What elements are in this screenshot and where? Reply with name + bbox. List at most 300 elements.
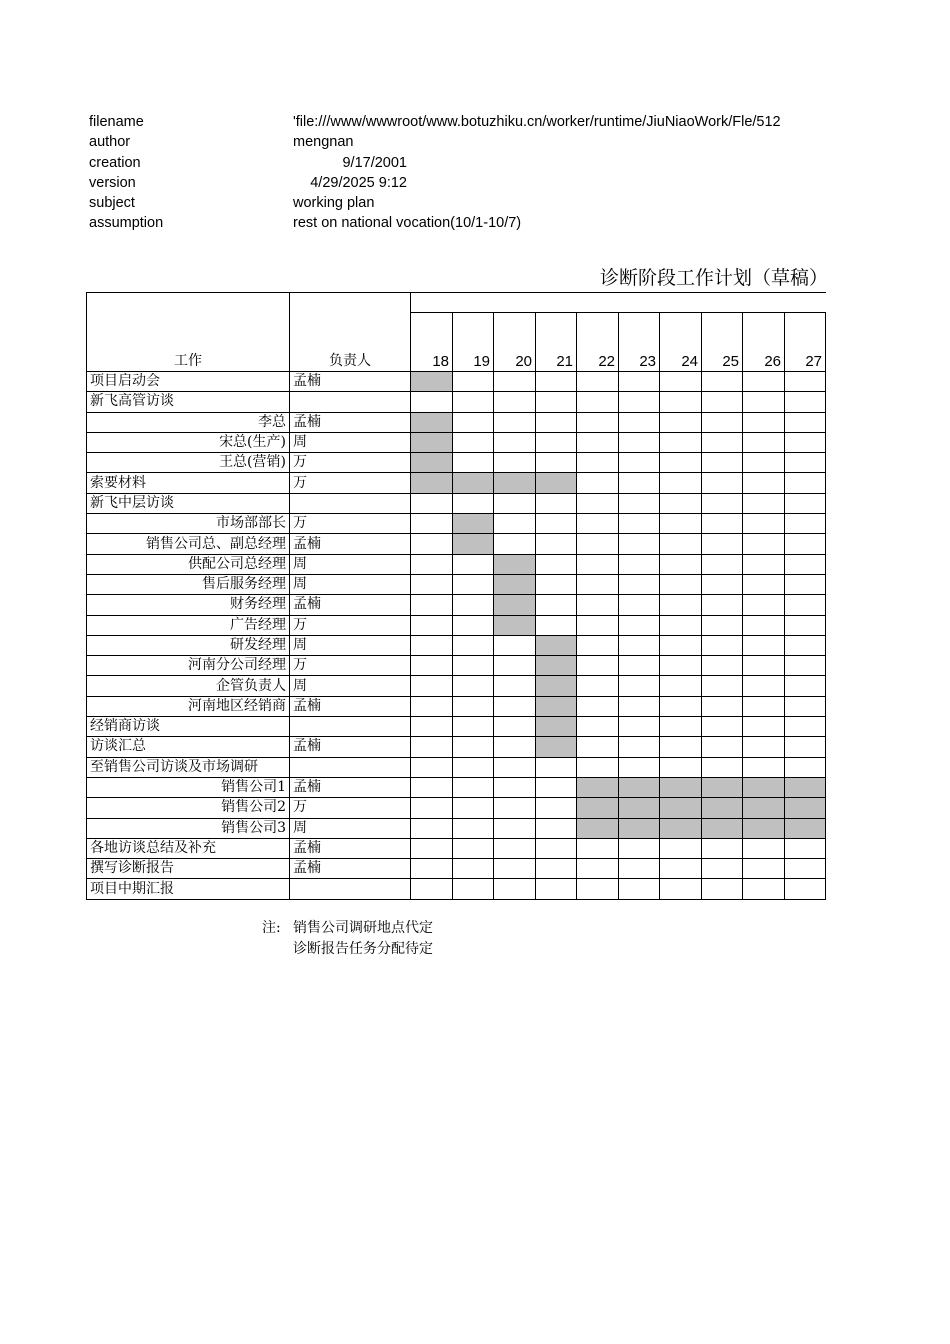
schedule-cell bbox=[785, 757, 826, 777]
schedule-cell bbox=[660, 676, 702, 696]
schedule-cell bbox=[411, 514, 453, 534]
schedule-cell bbox=[453, 554, 494, 574]
schedule-cell bbox=[702, 676, 743, 696]
table-row bbox=[87, 777, 826, 797]
schedule-cell bbox=[411, 635, 453, 655]
schedule-cell bbox=[453, 453, 494, 473]
schedule-cell bbox=[577, 656, 619, 676]
schedule-cell bbox=[743, 372, 785, 392]
schedule-cell-filled bbox=[577, 798, 619, 818]
schedule-cell bbox=[660, 615, 702, 635]
task-cell: 至销售公司访谈及市场调研 bbox=[87, 757, 290, 777]
schedule-cell bbox=[785, 372, 826, 392]
schedule-cell bbox=[660, 879, 702, 899]
table-row bbox=[87, 554, 826, 574]
schedule-cell bbox=[453, 615, 494, 635]
schedule-cell bbox=[494, 737, 536, 757]
owner-cell: 孟楠 bbox=[290, 412, 411, 432]
schedule-cell bbox=[743, 554, 785, 574]
schedule-cell bbox=[702, 574, 743, 594]
schedule-cell bbox=[785, 514, 826, 534]
schedule-cell bbox=[453, 574, 494, 594]
schedule-cell bbox=[743, 595, 785, 615]
table-row bbox=[87, 514, 826, 534]
schedule-cell bbox=[702, 453, 743, 473]
owner-cell: 周 bbox=[290, 432, 411, 452]
owner-cell: 孟楠 bbox=[290, 696, 411, 716]
schedule-cell bbox=[785, 453, 826, 473]
schedule-cell bbox=[411, 493, 453, 513]
schedule-cell-filled bbox=[660, 818, 702, 838]
owner-cell: 周 bbox=[290, 574, 411, 594]
schedule-cell-filled bbox=[536, 656, 577, 676]
table-row bbox=[87, 656, 826, 676]
schedule-cell bbox=[577, 554, 619, 574]
schedule-cell bbox=[494, 656, 536, 676]
schedule-cell bbox=[660, 372, 702, 392]
schedule-cell bbox=[619, 737, 660, 757]
schedule-cell bbox=[743, 493, 785, 513]
meta-row bbox=[89, 193, 829, 213]
schedule-cell bbox=[660, 574, 702, 594]
schedule-cell bbox=[453, 372, 494, 392]
schedule-cell bbox=[536, 534, 577, 554]
schedule-cell bbox=[785, 615, 826, 635]
schedule-cell bbox=[702, 514, 743, 534]
schedule-cell bbox=[743, 656, 785, 676]
days-header-spacer bbox=[411, 293, 826, 313]
schedule-cell bbox=[411, 615, 453, 635]
schedule-cell bbox=[577, 412, 619, 432]
day-header: 27 bbox=[785, 313, 826, 372]
schedule-cell bbox=[494, 717, 536, 737]
schedule-cell bbox=[660, 534, 702, 554]
schedule-cell-filled bbox=[702, 777, 743, 797]
page-title: 诊断阶段工作计划（草稿） bbox=[599, 267, 828, 289]
task-cell: 售后服务经理 bbox=[87, 574, 290, 594]
schedule-cell bbox=[619, 534, 660, 554]
task-cell: 销售公司2 bbox=[87, 798, 290, 818]
schedule-cell bbox=[743, 514, 785, 534]
schedule-cell bbox=[494, 676, 536, 696]
schedule-cell-filled bbox=[660, 798, 702, 818]
schedule-cell bbox=[743, 838, 785, 858]
schedule-cell bbox=[743, 717, 785, 737]
schedule-cell bbox=[619, 473, 660, 493]
meta-row bbox=[89, 173, 829, 193]
schedule-cell-filled bbox=[577, 777, 619, 797]
schedule-cell bbox=[743, 453, 785, 473]
schedule-cell-filled bbox=[411, 372, 453, 392]
schedule-cell-filled bbox=[536, 635, 577, 655]
task-cell: 李总 bbox=[87, 412, 290, 432]
meta-value: rest on national vocation(10/1-10/7) bbox=[293, 215, 522, 232]
work-plan-table bbox=[86, 292, 826, 900]
schedule-cell bbox=[453, 798, 494, 818]
owner-cell bbox=[290, 757, 411, 777]
task-cell: 项目启动会 bbox=[87, 372, 290, 392]
schedule-cell bbox=[619, 595, 660, 615]
meta-value: 'file:///www/wwwroot/www.botuzhiku.cn/worker/runtime/JiuNiaoWork/Fle/512 bbox=[293, 114, 781, 130]
schedule-cell bbox=[494, 392, 536, 412]
table-row bbox=[87, 493, 826, 513]
meta-row bbox=[89, 213, 829, 233]
schedule-cell bbox=[536, 859, 577, 879]
schedule-cell bbox=[660, 453, 702, 473]
schedule-cell-filled bbox=[536, 696, 577, 716]
schedule-cell-filled bbox=[743, 798, 785, 818]
schedule-cell bbox=[702, 635, 743, 655]
task-cell: 项目中期汇报 bbox=[87, 879, 290, 899]
schedule-cell-filled bbox=[619, 818, 660, 838]
schedule-cell bbox=[494, 818, 536, 838]
schedule-cell bbox=[785, 737, 826, 757]
schedule-cell bbox=[494, 432, 536, 452]
schedule-cell bbox=[411, 392, 453, 412]
table-row bbox=[87, 534, 826, 554]
schedule-cell-filled bbox=[453, 534, 494, 554]
schedule-cell bbox=[536, 838, 577, 858]
schedule-cell bbox=[660, 595, 702, 615]
schedule-cell bbox=[453, 412, 494, 432]
schedule-cell bbox=[536, 595, 577, 615]
schedule-cell bbox=[536, 879, 577, 899]
schedule-cell bbox=[702, 859, 743, 879]
schedule-cell bbox=[660, 432, 702, 452]
day-header: 20 bbox=[494, 313, 536, 372]
schedule-cell bbox=[453, 493, 494, 513]
schedule-cell bbox=[453, 838, 494, 858]
task-cell: 宋总(生产) bbox=[87, 432, 290, 452]
meta-row bbox=[89, 132, 829, 152]
day-header: 25 bbox=[702, 313, 743, 372]
task-cell: 销售公司1 bbox=[87, 777, 290, 797]
table-row bbox=[87, 574, 826, 594]
schedule-cell bbox=[743, 473, 785, 493]
schedule-cell-filled bbox=[785, 798, 826, 818]
task-cell: 河南分公司经理 bbox=[87, 656, 290, 676]
schedule-cell bbox=[453, 392, 494, 412]
table-row bbox=[87, 412, 826, 432]
schedule-cell bbox=[411, 798, 453, 818]
schedule-cell bbox=[577, 493, 619, 513]
task-cell: 新飞高管访谈 bbox=[87, 392, 290, 412]
schedule-cell bbox=[536, 392, 577, 412]
schedule-cell-filled bbox=[453, 514, 494, 534]
schedule-cell bbox=[619, 372, 660, 392]
day-header: 19 bbox=[453, 313, 494, 372]
schedule-cell bbox=[453, 432, 494, 452]
schedule-cell-filled bbox=[743, 777, 785, 797]
schedule-cell bbox=[702, 493, 743, 513]
schedule-cell-filled bbox=[702, 818, 743, 838]
schedule-cell bbox=[785, 574, 826, 594]
schedule-cell bbox=[411, 696, 453, 716]
table-row bbox=[87, 453, 826, 473]
schedule-cell bbox=[411, 595, 453, 615]
schedule-cell bbox=[453, 635, 494, 655]
table-row bbox=[87, 696, 826, 716]
schedule-cell bbox=[577, 737, 619, 757]
owner-cell bbox=[290, 493, 411, 513]
schedule-cell bbox=[453, 676, 494, 696]
owner-column-header: 负责人 bbox=[290, 293, 411, 372]
schedule-cell bbox=[619, 554, 660, 574]
schedule-cell bbox=[702, 432, 743, 452]
schedule-cell bbox=[577, 514, 619, 534]
schedule-cell bbox=[785, 554, 826, 574]
day-header: 21 bbox=[536, 313, 577, 372]
schedule-cell bbox=[411, 574, 453, 594]
owner-cell: 周 bbox=[290, 676, 411, 696]
schedule-cell bbox=[702, 595, 743, 615]
meta-key: assumption bbox=[89, 215, 164, 232]
schedule-cell bbox=[411, 838, 453, 858]
schedule-cell bbox=[536, 514, 577, 534]
table-row bbox=[87, 859, 826, 879]
schedule-cell bbox=[743, 879, 785, 899]
schedule-cell bbox=[702, 696, 743, 716]
schedule-cell bbox=[494, 412, 536, 432]
schedule-cell bbox=[536, 412, 577, 432]
schedule-cell bbox=[702, 737, 743, 757]
day-header: 23 bbox=[619, 313, 660, 372]
schedule-cell-filled bbox=[536, 737, 577, 757]
schedule-cell bbox=[577, 372, 619, 392]
task-cell: 撰写诊断报告 bbox=[87, 859, 290, 879]
schedule-cell bbox=[660, 757, 702, 777]
schedule-cell bbox=[577, 879, 619, 899]
schedule-cell bbox=[577, 676, 619, 696]
meta-key: creation bbox=[89, 154, 141, 171]
schedule-cell-filled bbox=[494, 554, 536, 574]
task-cell: 研发经理 bbox=[87, 635, 290, 655]
meta-value: 4/29/2025 9:12 bbox=[310, 174, 407, 191]
schedule-cell bbox=[702, 534, 743, 554]
schedule-cell-filled bbox=[743, 818, 785, 838]
schedule-cell bbox=[785, 859, 826, 879]
schedule-cell bbox=[453, 737, 494, 757]
table-row bbox=[87, 879, 826, 899]
schedule-cell bbox=[494, 534, 536, 554]
schedule-cell bbox=[494, 879, 536, 899]
meta-value: working plan bbox=[293, 195, 375, 212]
schedule-cell bbox=[619, 696, 660, 716]
schedule-cell-filled bbox=[411, 412, 453, 432]
schedule-cell bbox=[702, 615, 743, 635]
owner-cell: 孟楠 bbox=[290, 372, 411, 392]
day-header: 18 bbox=[411, 313, 453, 372]
schedule-cell bbox=[785, 534, 826, 554]
schedule-cell bbox=[536, 574, 577, 594]
schedule-cell-filled bbox=[619, 798, 660, 818]
schedule-cell bbox=[702, 392, 743, 412]
schedule-cell bbox=[411, 879, 453, 899]
schedule-cell bbox=[494, 453, 536, 473]
schedule-cell bbox=[494, 372, 536, 392]
task-cell: 新飞中层访谈 bbox=[87, 493, 290, 513]
schedule-cell bbox=[702, 372, 743, 392]
schedule-cell bbox=[536, 493, 577, 513]
schedule-cell bbox=[785, 432, 826, 452]
schedule-cell bbox=[743, 534, 785, 554]
owner-cell bbox=[290, 717, 411, 737]
schedule-cell bbox=[743, 757, 785, 777]
table-row bbox=[87, 392, 826, 412]
schedule-cell-filled bbox=[453, 473, 494, 493]
schedule-cell bbox=[494, 777, 536, 797]
table-row bbox=[87, 798, 826, 818]
schedule-cell bbox=[411, 534, 453, 554]
schedule-cell bbox=[619, 838, 660, 858]
schedule-cell bbox=[411, 656, 453, 676]
schedule-cell-filled bbox=[536, 473, 577, 493]
schedule-cell bbox=[411, 554, 453, 574]
task-column-header: 工作 bbox=[87, 293, 290, 372]
schedule-cell bbox=[660, 473, 702, 493]
table-row bbox=[87, 473, 826, 493]
meta-key: author bbox=[89, 134, 131, 151]
schedule-cell bbox=[660, 493, 702, 513]
schedule-cell bbox=[702, 412, 743, 432]
schedule-cell bbox=[743, 412, 785, 432]
schedule-cell bbox=[660, 412, 702, 432]
schedule-cell bbox=[577, 859, 619, 879]
task-cell: 索要材料 bbox=[87, 473, 290, 493]
day-header: 26 bbox=[743, 313, 785, 372]
schedule-cell bbox=[619, 514, 660, 534]
owner-cell: 孟楠 bbox=[290, 595, 411, 615]
schedule-cell bbox=[536, 818, 577, 838]
table-row bbox=[87, 595, 826, 615]
schedule-cell bbox=[785, 392, 826, 412]
table-row bbox=[87, 432, 826, 452]
schedule-cell bbox=[660, 838, 702, 858]
table-row bbox=[87, 635, 826, 655]
schedule-cell bbox=[702, 554, 743, 574]
meta-key: version bbox=[89, 174, 136, 191]
schedule-cell-filled bbox=[494, 615, 536, 635]
schedule-cell bbox=[619, 615, 660, 635]
schedule-cell bbox=[619, 412, 660, 432]
table-row bbox=[87, 818, 826, 838]
schedule-cell bbox=[743, 574, 785, 594]
schedule-cell bbox=[785, 696, 826, 716]
schedule-cell bbox=[785, 635, 826, 655]
owner-cell: 孟楠 bbox=[290, 838, 411, 858]
schedule-cell bbox=[577, 534, 619, 554]
schedule-cell bbox=[702, 473, 743, 493]
task-cell: 经销商访谈 bbox=[87, 717, 290, 737]
schedule-cell bbox=[536, 554, 577, 574]
schedule-cell bbox=[577, 635, 619, 655]
schedule-cell-filled bbox=[411, 453, 453, 473]
schedule-cell bbox=[494, 493, 536, 513]
schedule-cell bbox=[577, 615, 619, 635]
schedule-cell bbox=[453, 859, 494, 879]
schedule-cell bbox=[619, 574, 660, 594]
schedule-cell bbox=[536, 757, 577, 777]
schedule-cell bbox=[660, 635, 702, 655]
schedule-cell-filled bbox=[411, 432, 453, 452]
notes-label: 注: bbox=[262, 920, 281, 936]
owner-cell: 周 bbox=[290, 554, 411, 574]
schedule-cell bbox=[536, 432, 577, 452]
schedule-cell bbox=[619, 757, 660, 777]
schedule-cell bbox=[411, 676, 453, 696]
schedule-cell bbox=[660, 717, 702, 737]
schedule-cell bbox=[619, 392, 660, 412]
schedule-cell bbox=[453, 595, 494, 615]
task-cell: 访谈汇总 bbox=[87, 737, 290, 757]
schedule-cell-filled bbox=[494, 473, 536, 493]
day-header: 22 bbox=[577, 313, 619, 372]
schedule-cell bbox=[660, 656, 702, 676]
schedule-cell bbox=[494, 635, 536, 655]
schedule-cell bbox=[702, 717, 743, 737]
schedule-cell bbox=[660, 514, 702, 534]
schedule-cell bbox=[702, 838, 743, 858]
table-row bbox=[87, 717, 826, 737]
schedule-cell bbox=[453, 777, 494, 797]
meta-key: subject bbox=[89, 195, 135, 212]
schedule-cell bbox=[494, 757, 536, 777]
task-cell: 供配公司总经理 bbox=[87, 554, 290, 574]
schedule-cell bbox=[411, 717, 453, 737]
header-spacer-row bbox=[87, 293, 826, 313]
table-row bbox=[87, 737, 826, 757]
note-line: 诊断报告任务分配待定 bbox=[293, 941, 433, 957]
schedule-cell bbox=[453, 818, 494, 838]
task-cell: 财务经理 bbox=[87, 595, 290, 615]
schedule-cell bbox=[577, 453, 619, 473]
schedule-cell bbox=[785, 717, 826, 737]
schedule-cell bbox=[785, 879, 826, 899]
schedule-cell bbox=[619, 717, 660, 737]
schedule-cell bbox=[577, 595, 619, 615]
table-row bbox=[87, 676, 826, 696]
schedule-cell bbox=[577, 757, 619, 777]
meta-row bbox=[89, 112, 829, 132]
task-cell: 市场部部长 bbox=[87, 514, 290, 534]
schedule-cell-filled bbox=[785, 777, 826, 797]
schedule-cell-filled bbox=[660, 777, 702, 797]
schedule-cell bbox=[743, 392, 785, 412]
owner-cell: 万 bbox=[290, 514, 411, 534]
schedule-cell bbox=[411, 757, 453, 777]
schedule-cell bbox=[577, 392, 619, 412]
schedule-cell bbox=[494, 514, 536, 534]
schedule-cell-filled bbox=[702, 798, 743, 818]
schedule-cell bbox=[743, 432, 785, 452]
task-cell: 销售公司总、副总经理 bbox=[87, 534, 290, 554]
owner-cell: 万 bbox=[290, 473, 411, 493]
schedule-cell bbox=[702, 757, 743, 777]
schedule-cell bbox=[743, 859, 785, 879]
file-properties bbox=[89, 112, 829, 234]
schedule-cell bbox=[577, 574, 619, 594]
schedule-cell bbox=[411, 737, 453, 757]
table-row bbox=[87, 372, 826, 392]
schedule-cell bbox=[660, 696, 702, 716]
schedule-cell bbox=[743, 676, 785, 696]
schedule-cell-filled bbox=[411, 473, 453, 493]
schedule-cell bbox=[785, 595, 826, 615]
schedule-cell bbox=[702, 879, 743, 899]
schedule-cell bbox=[743, 635, 785, 655]
table-row bbox=[87, 838, 826, 858]
schedule-cell bbox=[453, 696, 494, 716]
